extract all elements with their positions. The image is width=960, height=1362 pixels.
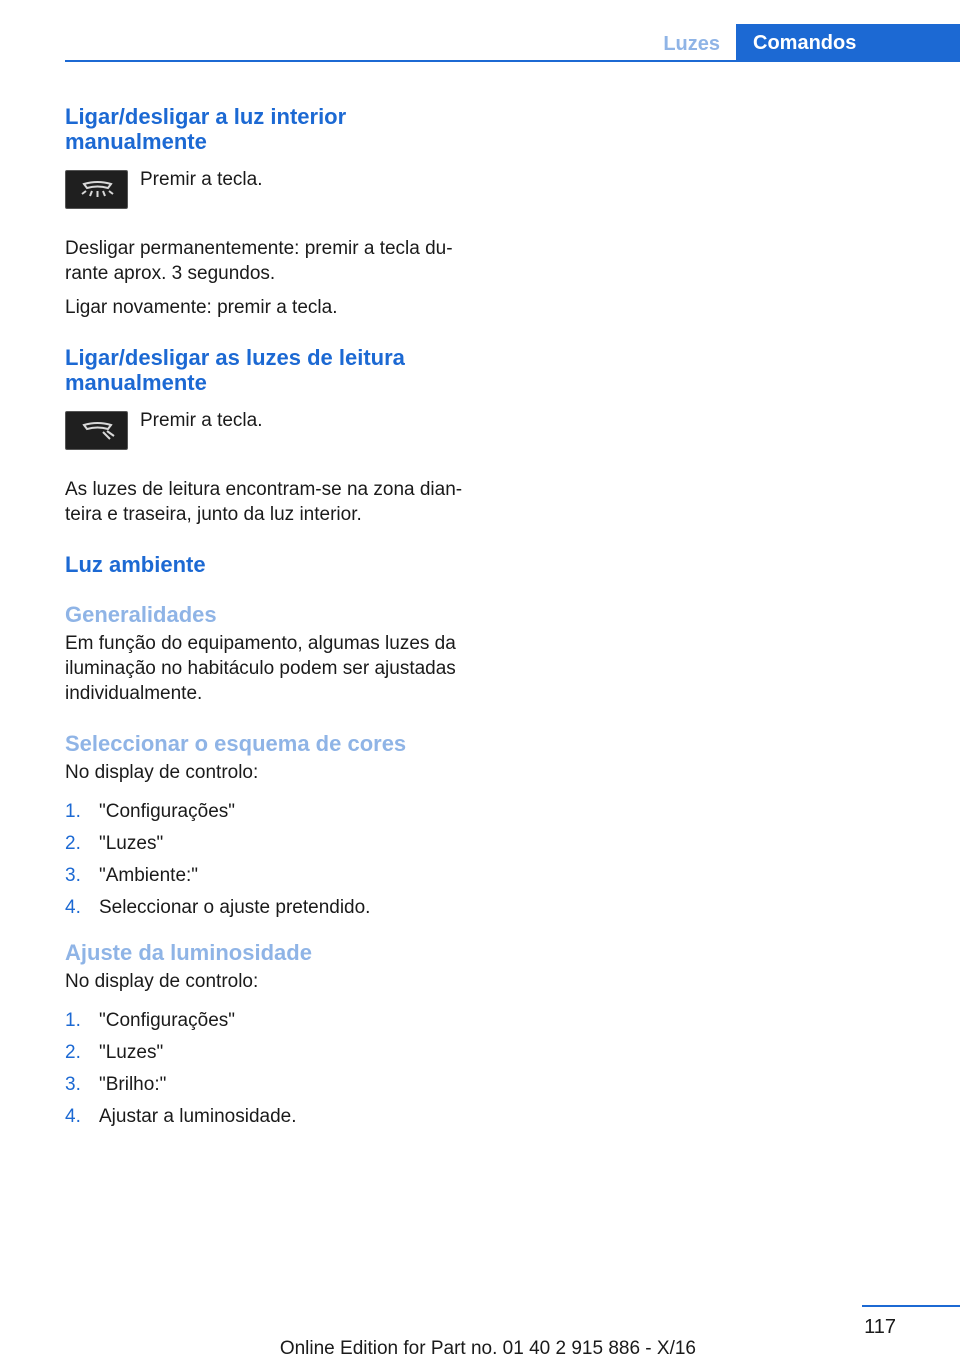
reading-light-key-row bbox=[65, 411, 485, 457]
page-number: 117 bbox=[864, 1316, 896, 1338]
brightness-steps-list bbox=[65, 1008, 485, 1129]
header-section: Luzes bbox=[663, 33, 720, 55]
ambient-heading: Luz ambiente bbox=[65, 552, 206, 577]
interior-light-press-text: Premir a tecla. bbox=[140, 169, 263, 190]
interior-light-heading: Ligar/desligar a luz interior manualmente bbox=[65, 104, 347, 154]
brightness-heading: Ajuste da luminosidade bbox=[65, 940, 312, 965]
interior-light-para-1: Desligar permanentemente: premir a tecla du-rante aprox. 3 segundos. bbox=[65, 238, 453, 284]
reading-lights-heading: Ligar/desligar as luzes de leitura manualmente bbox=[65, 345, 405, 395]
reading-light-button-icon bbox=[65, 411, 128, 450]
list-item: 3. "Ambiente:" bbox=[65, 865, 199, 886]
main-content bbox=[65, 104, 485, 1136]
edition-note: Online Edition for Part no. 01 40 2 915 886 - X/16 bbox=[279, 1338, 696, 1359]
footer-rule bbox=[862, 1305, 960, 1307]
general-heading: Generalidades bbox=[65, 602, 217, 627]
header-chapter-tab: Comandos bbox=[736, 24, 960, 62]
interior-light-key-row bbox=[65, 170, 485, 216]
list-item: 4. Ajustar a luminosidade. bbox=[65, 1106, 297, 1127]
list-item: 2. "Luzes" bbox=[65, 833, 164, 854]
color-steps-list bbox=[65, 799, 485, 920]
header-rule bbox=[65, 60, 960, 62]
interior-light-para-2: Ligar novamente: premir a tecla. bbox=[65, 297, 338, 318]
color-scheme-heading: Seleccionar o esquema de cores bbox=[65, 731, 407, 756]
list-item: 2. "Luzes" bbox=[65, 1042, 164, 1063]
general-text: Em função do equipamento, algumas luzes da iluminação no habitáculo podem ser ajustadas individualmente. bbox=[65, 633, 456, 704]
list-item: 3. "Brilho:" bbox=[65, 1074, 167, 1095]
list-item: 1. "Configurações" bbox=[65, 801, 236, 822]
color-intro: No display de controlo: bbox=[65, 762, 259, 783]
brightness-intro: No display de controlo: bbox=[65, 971, 259, 992]
list-item: 4. Seleccionar o ajuste pretendido. bbox=[65, 897, 371, 918]
reading-light-press-text: Premir a tecla. bbox=[140, 410, 263, 431]
interior-light-button-icon bbox=[65, 170, 128, 209]
reading-lights-para: As luzes de leitura encontram-se na zona dian-teira e traseira, junto da luz interior. bbox=[65, 479, 463, 525]
list-item: 1. "Configurações" bbox=[65, 1010, 236, 1031]
